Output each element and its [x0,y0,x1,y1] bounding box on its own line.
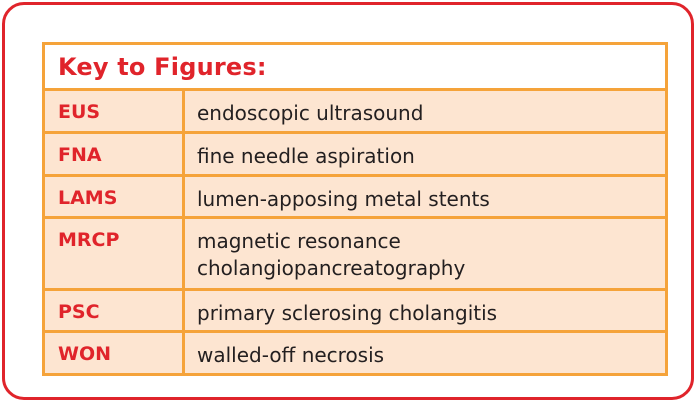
table-row [45,177,665,219]
table-row [45,219,665,291]
abbreviation-cell: EUS [45,91,185,131]
definition-cell: walled-off necrosis [197,343,385,367]
abbreviation-cell: WON [45,333,185,373]
abbreviation-cell: LAMS [45,177,185,216]
abbreviation-cell: FNA [45,134,185,174]
table-row [45,134,665,177]
table-row [45,333,665,373]
definition-cell: endoscopic ultrasound [197,101,424,125]
definition-cell: primary sclerosing cholangitis [197,301,498,325]
title-row [45,45,665,91]
definition-cell: lumen-apposing metal stents [197,187,490,211]
abbreviation-cell: PSC [45,291,185,330]
abbreviation-cell: MRCP [45,219,185,288]
definition-cell: fine needle aspiration [197,144,415,168]
key-title: Key to Figures: [58,52,267,81]
definition-cell: magnetic resonance cholangiopancreatography [197,229,466,280]
key-table [42,42,668,376]
table-row [45,291,665,333]
key-panel [2,2,694,400]
table-row [45,91,665,134]
